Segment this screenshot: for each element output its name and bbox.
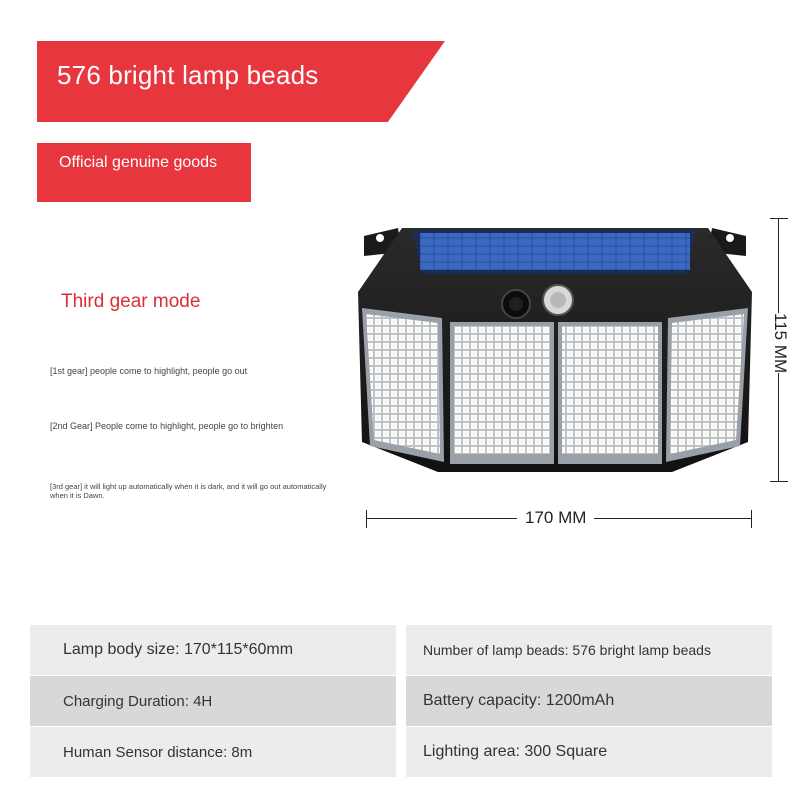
width-dimension-label: 170 MM [517,508,594,528]
height-dimension-tick-top [770,218,788,219]
spec-body-size: Lamp body size: 170*115*60mm [30,625,396,675]
height-dimension-label: 115 MM [771,313,790,374]
spec-table [30,625,772,777]
solar-lamp-image [350,222,760,484]
banner-title: 576 bright lamp beads [57,60,319,90]
spec-charging-duration: Charging Duration: 4H [30,676,396,726]
spec-battery-capacity: Battery capacity: 1200mAh [406,676,772,726]
spec-bead-count: Number of lamp beads: 576 bright lamp beads [406,625,772,675]
gear-1-description: [1st gear] people come to highlight, people go out [50,366,248,376]
width-dimension-tick-right [751,510,752,528]
height-dimension-tick-bottom [770,481,788,482]
mode-title: Third gear mode [61,291,201,312]
spec-lighting-area: Lighting area: 300 Square [406,727,772,777]
badge-text: Official genuine goods [59,154,218,171]
genuine-badge [37,143,251,202]
spec-sensor-distance: Human Sensor distance: 8m [30,727,396,777]
gear-3-description: [3rd gear] it will light up automatically when it is dark, and it will go out automatically when it is Dawn. [50,482,327,500]
width-dimension-tick-left [366,510,367,528]
gear-2-description: [2nd Gear] People come to highlight, people go to brighten [50,421,284,431]
